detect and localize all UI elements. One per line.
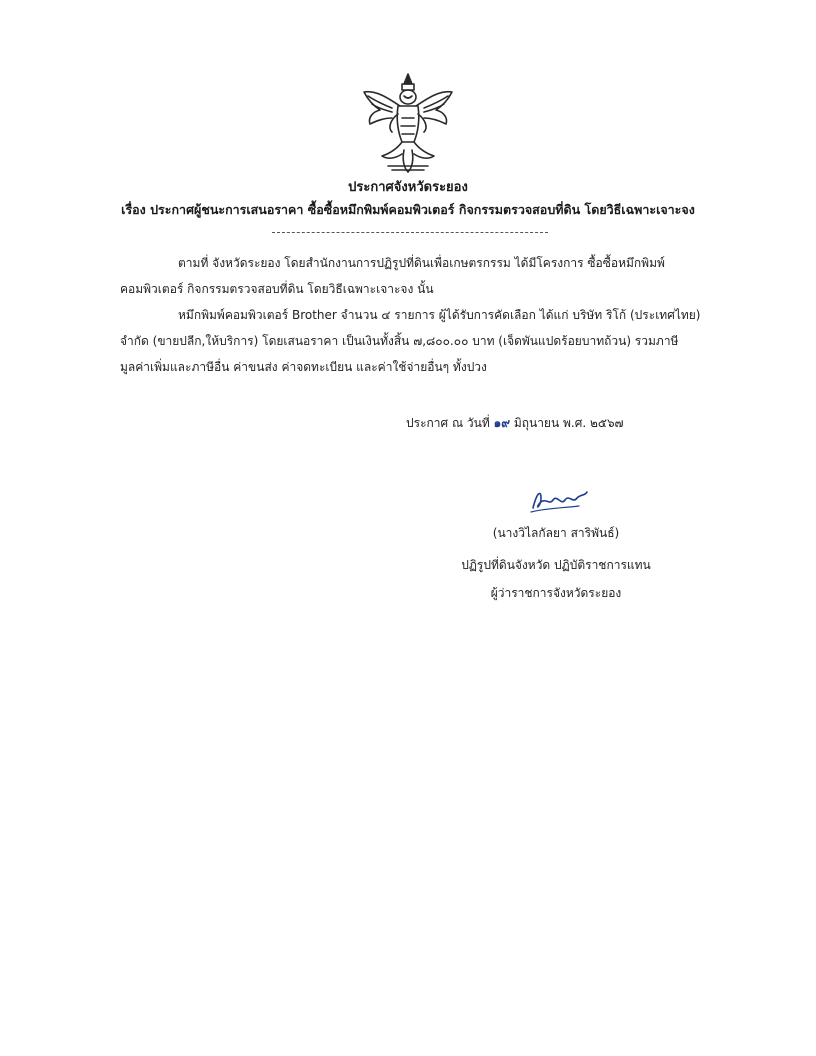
handwritten-signature-icon: [527, 486, 589, 514]
dashed-divider: [272, 232, 548, 233]
signer-name: (นางวิไลกัลยา สาริพันธ์): [492, 526, 620, 540]
paragraph-2-line-3: มูลค่าเพิ่มและภาษีอื่น ค่าขนส่ง ค่าจดทะเบียน และค่าใช้จ่ายอื่นๆ ทั้งปวง: [120, 360, 487, 374]
signer-on-behalf: ผู้ว่าราชการจังหวัดระยอง: [490, 586, 622, 600]
paragraph-1-line-2: คอมพิวเตอร์ กิจกรรมตรวจสอบที่ดิน โดยวิธีเฉพาะเจาะจง นั้น: [120, 282, 434, 296]
announce-month-year: มิถุนายน พ.ศ. ๒๕๖๗: [513, 416, 624, 430]
document-subject: เรื่อง ประกาศผู้ชนะการเสนอราคา ซื้อซื้อหมึกพิมพ์คอมพิวเตอร์ กิจกรรมตรวจสอบที่ดิน โดยวิธีเฉพาะเจาะจง: [121, 202, 695, 217]
garuda-emblem-icon: [358, 70, 458, 176]
document-title: ประกาศจังหวัดระยอง: [348, 180, 468, 195]
paragraph-2-line-2: จำกัด (ขายปลีก,ให้บริการ) โดยเสนอราคา เป็นเงินทั้งสิ้น ๗,๘๐๐.๐๐ บาท (เจ็ดพันแปดร้อยบาทถ้วน) รวมภาษี: [120, 334, 679, 348]
announce-date: [406, 414, 624, 433]
announce-prefix: ประกาศ ณ วันที่: [406, 416, 490, 430]
paragraph-2-line-1: หมึกพิมพ์คอมพิวเตอร์ Brother จำนวน ๔ รายการ ผู้ได้รับการคัดเลือก ได้แก่ บริษัท ริโก้ (ประเทศไทย): [178, 308, 701, 322]
signer-position: ปฏิรูปที่ดินจังหวัด ปฏิบัติราชการแทน: [461, 558, 651, 572]
paragraph-1-line-1: ตามที่ จังหวัดระยอง โดยสำนักงานการปฏิรูปที่ดินเพื่อเกษตรกรรม ได้มีโครงการ ซื้อซื้อหมึกพิมพ์: [178, 256, 665, 270]
announce-day: ๑๙: [493, 416, 510, 430]
